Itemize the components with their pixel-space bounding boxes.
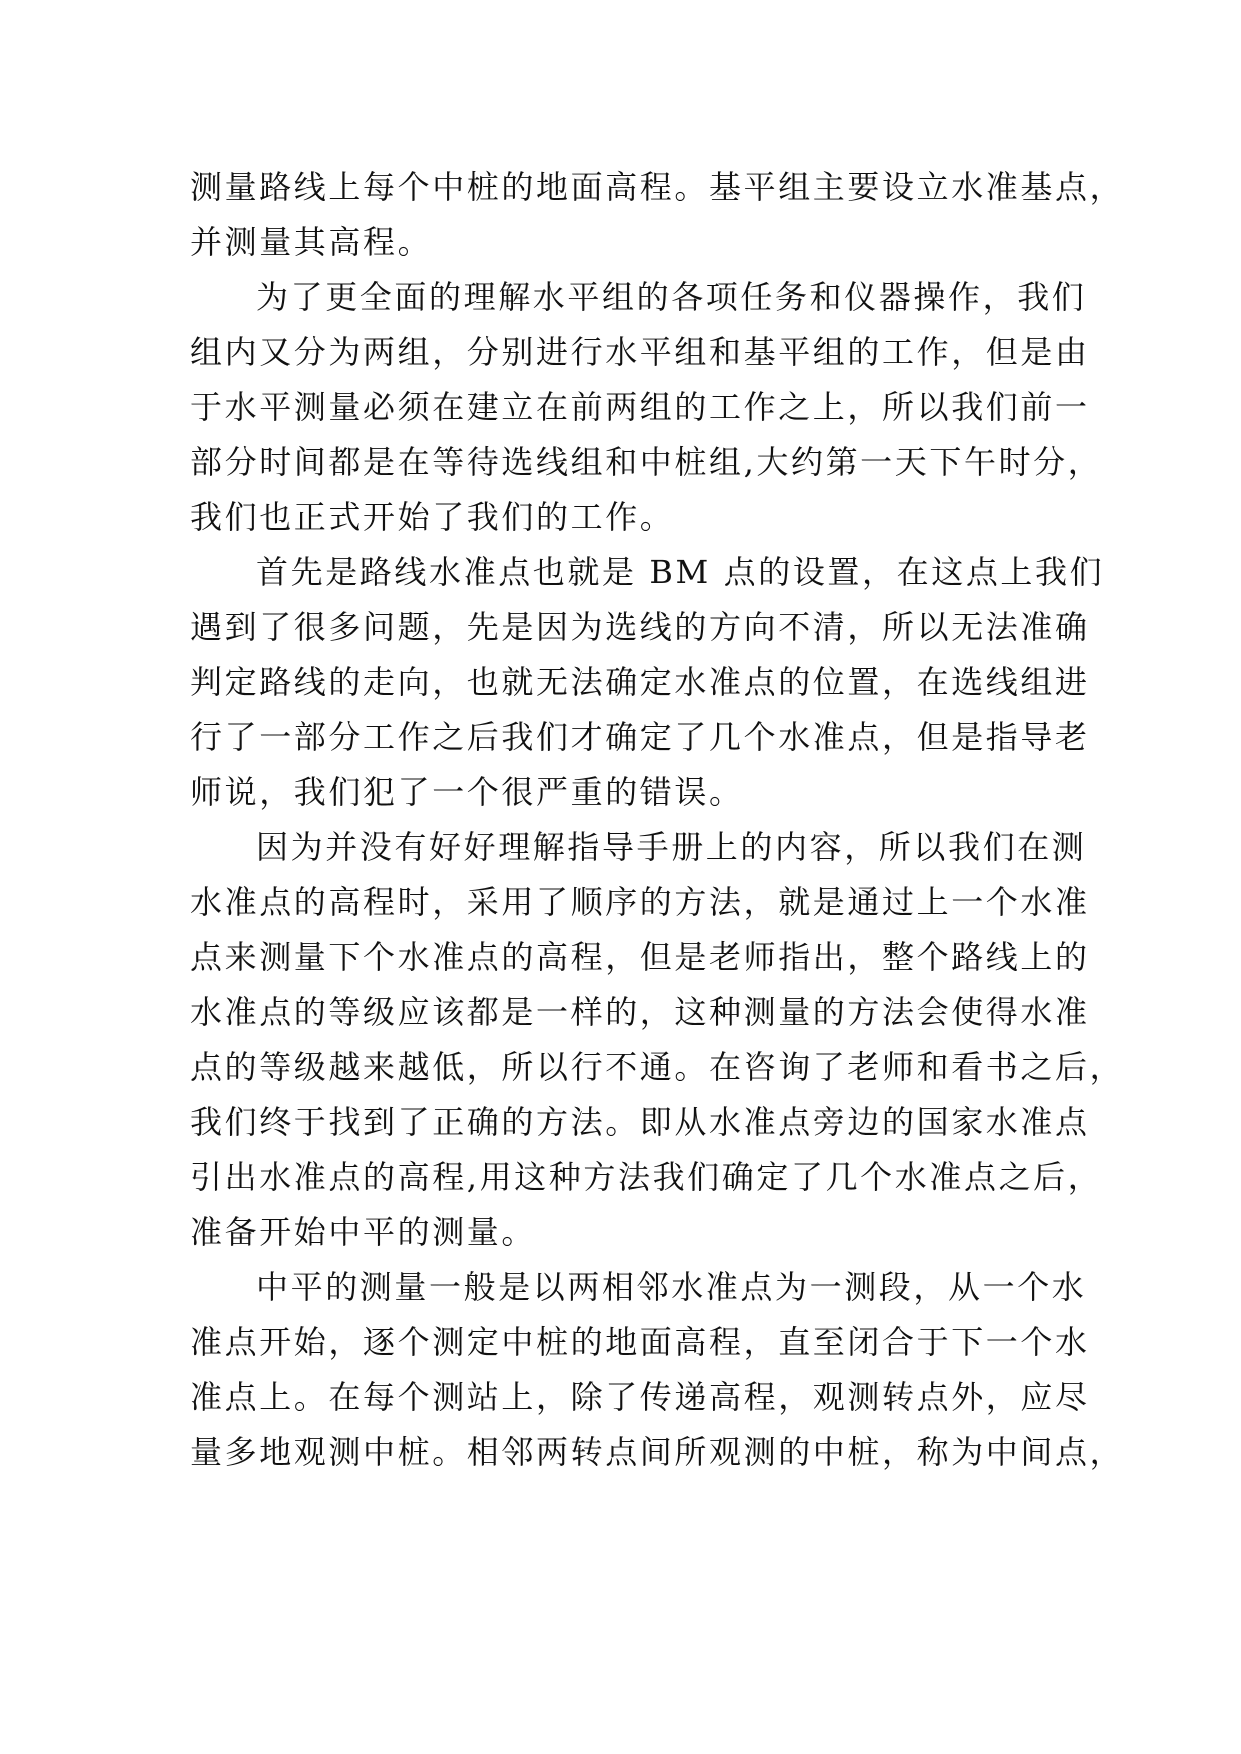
text-line: 测量路线上每个中桩的地面高程。基平组主要设立水准基点， <box>190 168 1125 206</box>
paragraph-first-line: 为了更全面的理解水平组的各项任务和仪器操作，我们 <box>256 278 1087 316</box>
text-line: 水准点的等级应该都是一样的，这种测量的方法会使得水准 <box>190 993 1090 1031</box>
text-line: 行了一部分工作之后我们才确定了几个水准点，但是指导老 <box>190 718 1090 756</box>
text-line: 量多地观测中桩。相邻两转点间所观测的中桩，称为中间点， <box>190 1433 1125 1471</box>
text-line: 师说，我们犯了一个很严重的错误。 <box>190 773 744 811</box>
paragraph-first-line: 首先是路线水准点也就是 BM 点的设置，在这点上我们 <box>256 553 1105 591</box>
text-line: 点的等级越来越低，所以行不通。在咨询了老师和看书之后， <box>190 1048 1125 1086</box>
document-body <box>190 160 1125 1480</box>
text-line: 引出水准点的高程,用这种方法我们确定了几个水准点之后， <box>190 1158 1103 1196</box>
text-line: 水准点的高程时，采用了顺序的方法，就是通过上一个水准 <box>190 883 1090 921</box>
text-line: 准备开始中平的测量。 <box>190 1213 537 1251</box>
text-line: 组内又分为两组，分别进行水平组和基平组的工作，但是由 <box>190 333 1090 371</box>
text-line: 我们终于找到了正确的方法。即从水准点旁边的国家水准点 <box>190 1103 1090 1141</box>
text-line: 准点上。在每个测站上，除了传递高程，观测转点外，应尽 <box>190 1378 1090 1416</box>
paragraph-first-line: 中平的测量一般是以两相邻水准点为一测段，从一个水 <box>256 1268 1087 1306</box>
text-line: 我们也正式开始了我们的工作。 <box>190 498 675 536</box>
text-line: 并测量其高程。 <box>190 223 433 261</box>
text-line: 遇到了很多问题，先是因为选线的方向不清，所以无法准确 <box>190 608 1090 646</box>
text-line: 于水平测量必须在建立在前两组的工作之上，所以我们前一 <box>190 388 1090 426</box>
paragraph-first-line: 因为并没有好好理解指导手册上的内容，所以我们在测 <box>256 828 1087 866</box>
text-line: 准点开始，逐个测定中桩的地面高程，直至闭合于下一个水 <box>190 1323 1090 1361</box>
text-line: 部分时间都是在等待选线组和中桩组,大约第一天下午时分， <box>190 443 1103 481</box>
text-line: 点来测量下个水准点的高程，但是老师指出，整个路线上的 <box>190 938 1090 976</box>
text-line: 判定路线的走向，也就无法确定水准点的位置，在选线组进 <box>190 663 1090 701</box>
